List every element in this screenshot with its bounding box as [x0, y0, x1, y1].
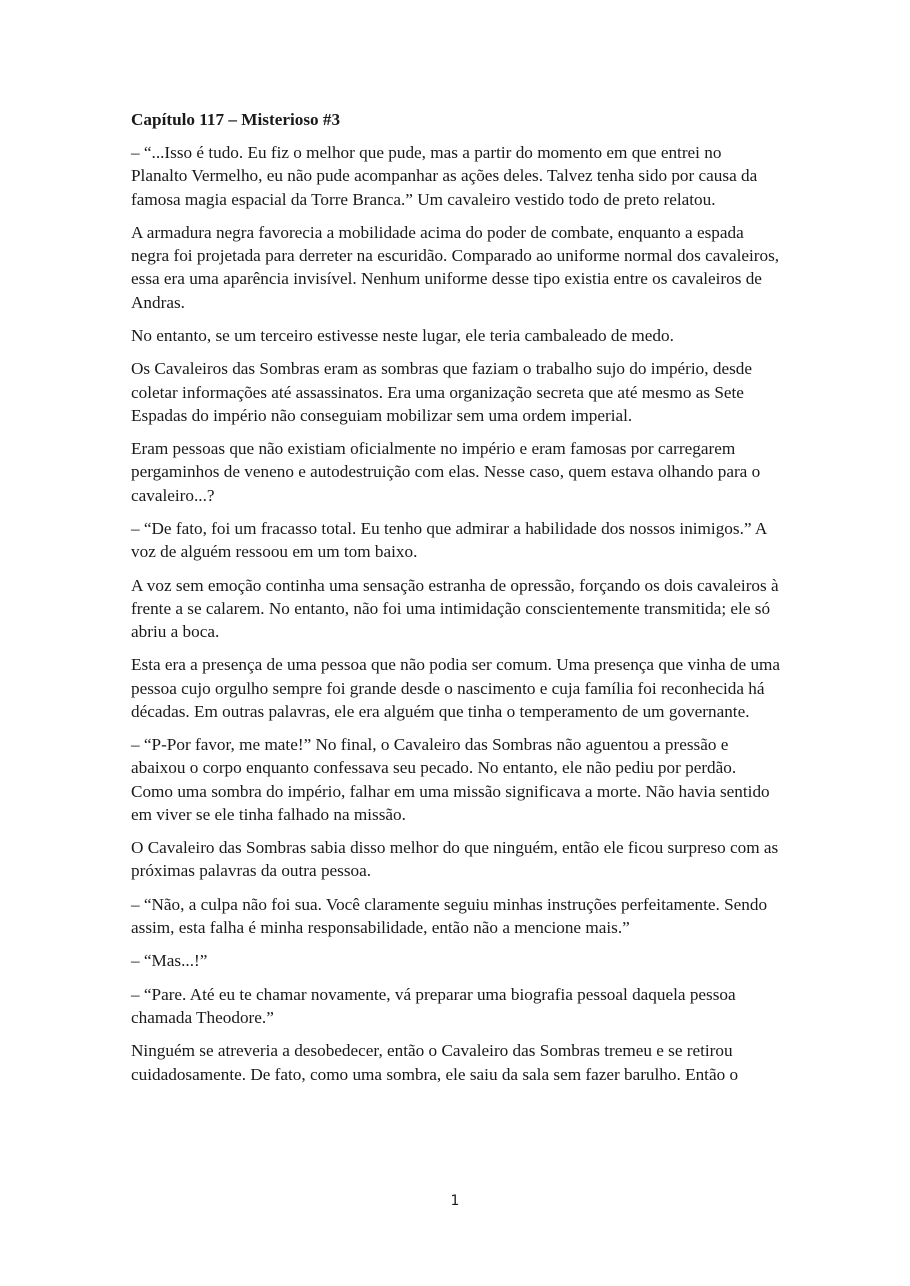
- paragraph: Os Cavaleiros das Sombras eram as sombras que faziam o trabalho sujo do império, desde coletar informações até assassinatos. Era uma organização secreta que até mesmo as Sete Espadas do império não conseguiam mobilizar sem uma ordem imperial.: [131, 359, 752, 425]
- chapter-title: Capítulo 117 – Misterioso #3: [131, 110, 341, 129]
- paragraph: – “Não, a culpa não foi sua. Você claramente seguiu minhas instruções perfeitamente. Sendo assim, esta falha é minha responsabilidade, então não a mencione mais.”: [131, 894, 768, 937]
- paragraph: No entanto, se um terceiro estivesse neste lugar, ele teria cambaleado de medo.: [131, 326, 674, 345]
- document-body: [131, 108, 781, 1096]
- paragraph: O Cavaleiro das Sombras sabia disso melhor do que ninguém, então ele ficou surpreso com as próximas palavras da outra pessoa.: [131, 838, 779, 881]
- paragraph: Ninguém se atreveria a desobedecer, então o Cavaleiro das Sombras tremeu e se retirou cuidadosamente. De fato, como uma sombra, ele saiu da sala sem fazer barulho. Então o: [131, 1041, 739, 1084]
- paragraph: A voz sem emoção continha uma sensação estranha de opressão, forçando os dois cavaleiros à frente a se calarem. No entanto, não foi uma intimidação conscientemente transmitida; ele só abriu a boca.: [131, 575, 779, 641]
- paragraph: – “P-Por favor, me mate!” No final, o Cavaleiro das Sombras não aguentou a pressão e abaixou o corpo enquanto confessava seu pecado. No entanto, ele não pediu por perdão. Como uma sombra do império, falhar em uma missão significava a morte. Não havia sentido em viver se ele tinha falhado na missão.: [131, 735, 770, 824]
- paragraph: – “Mas...!”: [131, 951, 208, 971]
- page-number: 1: [450, 1193, 460, 1209]
- paragraph: A armadura negra favorecia a mobilidade acima do poder de combate, enquanto a espada negra foi projetada para derreter na escuridão. Comparado ao uniforme normal dos cavaleiros, essa era uma aparência invisível. Nenhum uniforme desse tipo existia entre os cavaleiros de Andras.: [131, 223, 780, 312]
- paragraph: – “De fato, foi um fracasso total. Eu tenho que admirar a habilidade dos nossos inimigos.” A voz de alguém ressoou em um tom baixo.: [131, 518, 767, 562]
- paragraph: – “Pare. Até eu te chamar novamente, vá preparar uma biografia pessoal daquela pessoa chamada Theodore.”: [131, 984, 736, 1027]
- paragraph: Esta era a presença de uma pessoa que não podia ser comum. Uma presença que vinha de uma pessoa cujo orgulho sempre foi grande desde o nascimento e cuja família foi reconhecida há décadas. Em outras palavras, ele era alguém que tinha o temperamento de um governante.: [131, 655, 781, 721]
- paragraph: Eram pessoas que não existiam oficialmente no império e eram famosas por carregarem pergaminhos de veneno e autodestruição com elas. Nesse caso, quem estava olhando para o cavaleiro...?: [131, 439, 761, 505]
- paragraph: – “...Isso é tudo. Eu fiz o melhor que pude, mas a partir do momento em que entrei no Planalto Vermelho, eu não pude acompanhar as ações deles. Talvez tenha sido por causa da famosa magia espacial da Torre Branca.” Um cavaleiro vestido todo de preto relatou.: [131, 143, 758, 209]
